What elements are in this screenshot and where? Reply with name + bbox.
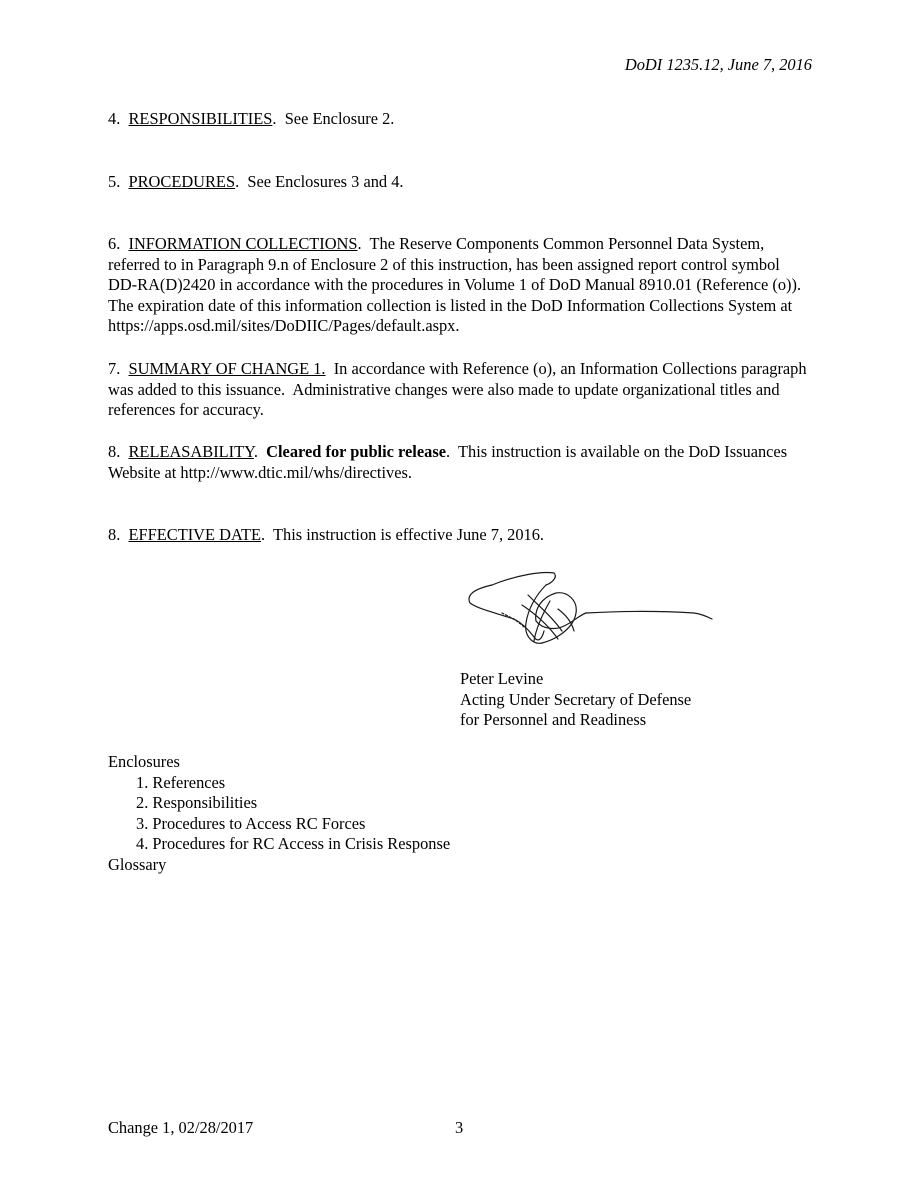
enclosure-item: 2. Responsibilities [136,793,258,812]
release-statement: Cleared for public release [266,442,446,461]
section-information-collections: 6. INFORMATION COLLECTIONS. The Reserve Components Common Personnel Data System, referred to in Paragraph 9.n of Enclosure 2 of this instruction, has been assigned report control symbol DD-RA(D)2420 in accordance with the procedures in Volume 1 of DoD Manual 8910.01 (Reference (o)). The expiration date of this information collection is listed in the DoD Information Collections System at https://apps.osd.mil/sites/DoDIIC/Pages/default.aspx. [108,234,809,335]
signer-title-line1: Acting Under Secretary of Defense [460,689,692,709]
section-number: 4. [108,109,121,128]
section-number: 6. [108,234,121,253]
section-title: RESPONSIBILITIES [128,109,273,128]
section-text: See Enclosure 2. [276,109,395,128]
section-number: 8. [108,525,121,544]
section-title: RELEASABILITY [128,442,254,461]
signer-title-line2: for Personnel and Readiness [460,710,647,729]
section-text: In accordance with Reference (o), an Information Collections paragraph was added to this issuance. Administrative changes were also made to update organizational titles and references for accuracy. [108,359,811,419]
section-responsibilities: 4. RESPONSIBILITIES. See Enclosure 2. [108,109,395,128]
enclosures-heading: Enclosures [108,752,180,771]
enclosure-item: 1. References [136,772,226,792]
enclosure-item: 3. Procedures to Access RC Forces [136,813,366,833]
section-text: See Enclosures 3 and 4. [239,172,404,191]
enclosures-list [108,752,450,875]
section-number: 7. [108,359,121,378]
footer-change-note: Change 1, 02/28/2017 [108,1118,254,1137]
section-text: The Reserve Components Common Personnel Data System, referred to in Paragraph 9.n of Enclosure 2 of this instruction, has been assigned report control symbol DD-RA(D)2420 in accordance with the procedures in Volume 1 of DoD Manual 8910.01 (Reference (o)). The expiration date of this information collection is listed in the DoD Information Collections System at https://apps.osd.mil/sites/DoDIIC/Pages/default.aspx. [108,234,809,335]
section-text: This instruction is effective June 7, 2016. [265,525,545,544]
page-number: 3 [455,1118,464,1137]
section-title: PROCEDURES [128,172,236,191]
signature-block [460,669,691,731]
section-summary-of-change [108,359,811,421]
section-procedures: 5. PROCEDURES. See Enclosures 3 and 4. [108,172,404,191]
glossary-entry: Glossary [108,854,167,874]
section-text: . This instruction is available on the DoD Issuances Website at http://www.dtic.mil/whs/directives. [108,442,791,482]
signer-name: Peter Levine [460,669,544,688]
section-number: 8. [108,442,121,461]
section-effective-date: 8. EFFECTIVE DATE. This instruction is effective June 7, 2016. [108,525,545,544]
section-number: 5. [108,172,121,191]
enclosure-item: 4. Procedures for RC Access in Crisis Response [136,834,451,853]
section-releasability: 8. RELEASABILITY. Cleared for public release. This instruction is available on the DoD Issuances Website at http://www.dtic.mil/whs/directives. [108,442,791,482]
section-title: SUMMARY OF CHANGE 1. [128,359,326,378]
signature-image [462,565,714,650]
section-title: EFFECTIVE DATE [128,525,261,544]
section-title: INFORMATION COLLECTIONS [128,234,358,253]
running-header: DoDI 1235.12, June 7, 2016 [624,55,812,74]
